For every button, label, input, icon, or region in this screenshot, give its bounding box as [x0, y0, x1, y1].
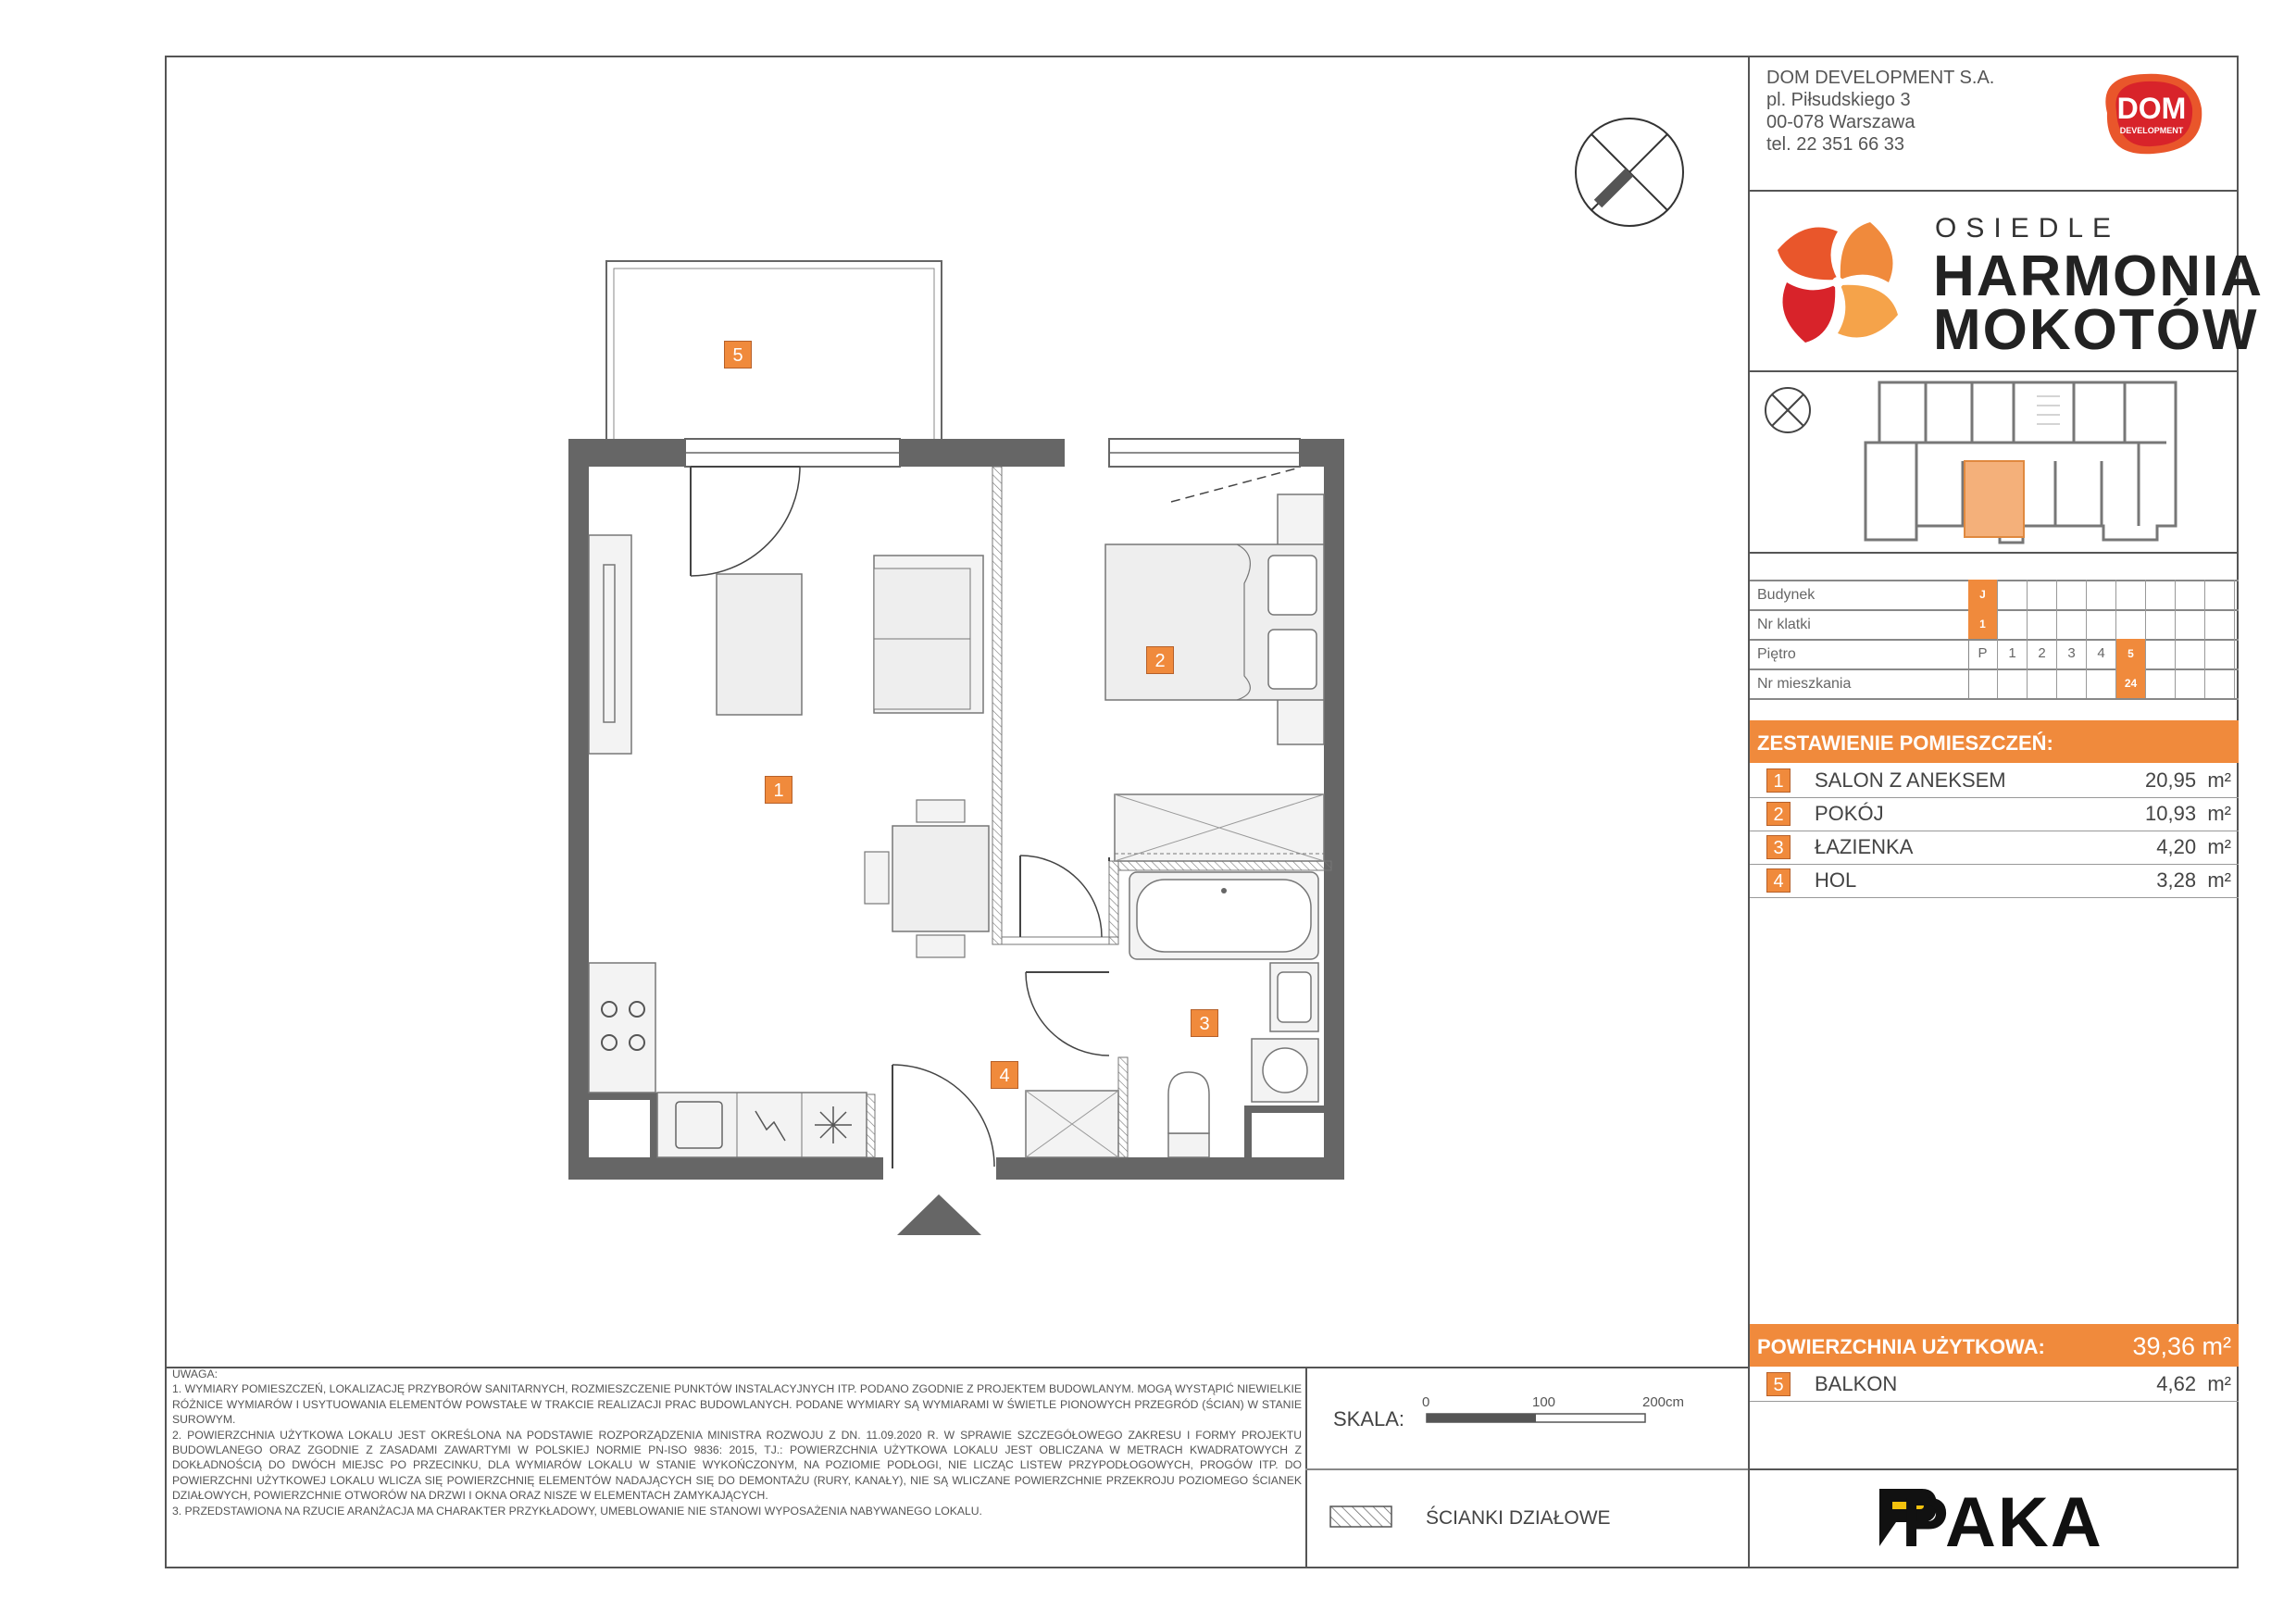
scale-tick-100: 100: [1532, 1394, 1556, 1410]
room-name: SALON Z ANEKSEM: [1815, 768, 2006, 792]
paka-logo-text: PAKA: [1902, 1483, 2103, 1554]
apartment-label: Nr mieszkania: [1757, 676, 1852, 692]
company-name: DOM DEVELOPMENT S.A.: [1766, 68, 1995, 88]
brand-mokotow: MOKOTÓW: [1933, 298, 2259, 362]
room-area: 10,93: [2145, 802, 2197, 825]
company-street: pl. Piłsudskiego 3: [1766, 90, 1911, 110]
company-phone: tel. 22 351 66 33: [1766, 134, 1905, 155]
floor-2: 2: [2028, 639, 2057, 668]
key-plan-highlight: [1965, 461, 2024, 537]
room-row-2: [1750, 798, 2239, 831]
brand-osiedle: OSIEDLE: [1935, 213, 2121, 244]
room-name: ŁAZIENKA: [1815, 835, 1914, 858]
balcony-unit: m²: [2207, 1372, 2231, 1395]
sidebar-sep-2: [1748, 370, 2239, 372]
scale-legend-divider: [1305, 1468, 1748, 1470]
sidebar-sep-3: [1748, 552, 2239, 554]
floor-plan: [555, 250, 1370, 1268]
scale-divider: [1305, 1367, 1307, 1568]
room-row-1: [1750, 765, 2239, 798]
room-unit: m²: [2207, 835, 2231, 858]
room-area: 20,95: [2145, 768, 2197, 792]
total-area-band: [1750, 1324, 2239, 1367]
stairwell-value: 1: [1968, 609, 1998, 639]
partition-hatch-icon: [1329, 1505, 1394, 1530]
floor-p: P: [1968, 639, 1998, 668]
company-city: 00-078 Warszawa: [1766, 112, 1915, 132]
room-unit: m²: [2207, 768, 2231, 792]
development-logo-text: DEVELOPMENT: [2119, 126, 2184, 135]
company-address: [1766, 67, 1994, 156]
key-plan-compass-icon: [1763, 385, 1813, 435]
scale-tick-0: 0: [1422, 1394, 1430, 1410]
rooms-header-text: ZESTAWIENIE POMIESZCZEŃ:: [1757, 731, 2053, 755]
room-name: POKÓJ: [1815, 802, 1884, 825]
rooms-header: [1750, 720, 2239, 763]
entrance-arrow-icon: [897, 1194, 981, 1235]
notes: [172, 1367, 1302, 1518]
balcony-name: BALKON: [1815, 1372, 1898, 1395]
room-num: 2: [1766, 802, 1791, 826]
dom-logo-text: DOM: [2116, 92, 2187, 125]
room-area: 3,28: [2156, 868, 2197, 892]
floor-label: Piętro: [1757, 646, 1796, 662]
balcony-num: 5: [1766, 1372, 1791, 1396]
balcony-row: [1750, 1368, 2239, 1402]
building-value: J: [1968, 580, 1998, 609]
note-item: 1. WYMIARY POMIESZCZEŃ, LOKALIZACJĘ PRZYBORÓW SANITARNYCH, ROZMIESZCZENIE PUNKTÓW INSTALACYJNYCH ITP. PODANO ZGODNIE Z PROJEKTEM BUDOWLANYM. MOGĄ WYSTĄPIĆ NIEWIELKIE RÓŻNICE WYMIARÓW I USYTUOWANIA ELEMENTÓW POWSTAŁE W TRAKCIE REALIZACJI PRAC BUDOWLANYCH. PODANE WYMIARY SĄ WYMIARAMI W ŚWIETLE PIONOWYCH PRZEGRÓD (ŚCIAN) W STANIE SUROWYM.: [172, 1382, 1302, 1427]
key-plan-building: [1861, 378, 2185, 544]
partition-label: ŚCIANKI DZIAŁOWE: [1426, 1507, 1611, 1529]
notes-title: UWAGA:: [172, 1368, 218, 1380]
scale-label: SKALA:: [1333, 1407, 1405, 1430]
room-unit: m²: [2207, 802, 2231, 825]
floor-5-selected: 5: [2116, 639, 2146, 668]
info-grid: [1750, 580, 2239, 700]
apartment-value: 24: [2116, 668, 2146, 698]
note-item: 2. POWIERZCHNIA UŻYTKOWA LOKALU JEST OKREŚLONA NA PODSTAWIE ROZPORZĄDZENIA MINISTRA ROZWOJU Z DN. 11.09.2020 R. W SPRAWIE SZCZEGÓŁOWEGO ZAKRESU I FORMY PROJEKTU BUDOWLANEGO ORAZ ZGODNIE Z ZASADAMI ZAWARTYMI W POLSKIEJ NORMIE PN-ISO 9836: 2015, TJ.: POWIERZCHNIA UŻYTKOWA LOKALU JEST OBLICZANA W METRACH KWADRATOWYCH Z DOKŁADNOŚCIĄ DO DWÓCH MIEJSC PO PRZECINKU, DLA WYMIARÓW LOKALU W STANIE WYKOŃCZONYM, NA POZIOMIE PODŁOGI, NIE LICZĄC LISTEW PRZYPODŁOGOWYCH, PROGÓW ITP. DO POWIERZCHNI UŻYTKOWEJ LOKALU WLICZA SIĘ POWIERZCHNIĘ ELEMENTÓW NADAJĄCYCH SIĘ DO DEMONTAŻU (RURY, KANAŁY), NIE SĄ WLICZANE POWIERZCHNIE PRZEKROJU POZIOMEGO ŚCIANEK DZIAŁOWYCH, POWIERZCHNIE OTWORÓW NA DRZWI I OKNA ORAZ NISZE W ELEMENTACH ZAMYKAJĄCYCH.: [172, 1428, 1302, 1503]
compass-icon: [1572, 115, 1687, 230]
room-name: HOL: [1815, 868, 1857, 892]
floor-4: 4: [2087, 639, 2116, 668]
floor-3: 3: [2057, 639, 2087, 668]
room-unit: m²: [2207, 868, 2231, 892]
scale-bar: [1426, 1412, 1648, 1423]
dom-development-logo: [2089, 67, 2209, 159]
room-row-3: [1750, 831, 2239, 865]
sidebar-sep-1: [1748, 190, 2239, 192]
building-label: Budynek: [1757, 587, 1816, 603]
room-num: 1: [1766, 768, 1791, 793]
note-item: 3. PRZEDSTAWIONA NA RZUCIE ARANŻACJA MA CHARAKTER PRZYKŁADOWY, UMEBLOWANIE NIE STANOWI WYPOSAŻENIA NABYWANEGO LOKALU.: [172, 1504, 982, 1518]
floor-1: 1: [1998, 639, 2028, 668]
plan-label-2: 2: [1146, 646, 1174, 674]
total-label: POWIERZCHNIA UŻYTKOWA:: [1757, 1335, 2045, 1358]
room-area: 4,20: [2156, 835, 2197, 858]
room-num: 4: [1766, 868, 1791, 893]
stairwell-label: Nr klatki: [1757, 617, 1811, 632]
plan-label-3: 3: [1191, 1009, 1218, 1037]
harmonia-flower-logo: [1768, 213, 1907, 352]
plan-label-1: 1: [765, 776, 792, 804]
sidebar-sep-4: [1748, 1468, 2239, 1470]
plan-label-4: 4: [991, 1061, 1018, 1089]
total-value: 39,36 m²: [2132, 1332, 2231, 1360]
scale-tick-200: 200cm: [1642, 1394, 1685, 1410]
balcony-area: 4,62: [2156, 1372, 2197, 1395]
paka-logo: [1876, 1480, 2116, 1554]
plan-label-5: 5: [724, 341, 752, 369]
room-row-4: [1750, 865, 2239, 898]
brand-harmonia: HARMONIA: [1933, 244, 2264, 308]
room-num: 3: [1766, 835, 1791, 859]
